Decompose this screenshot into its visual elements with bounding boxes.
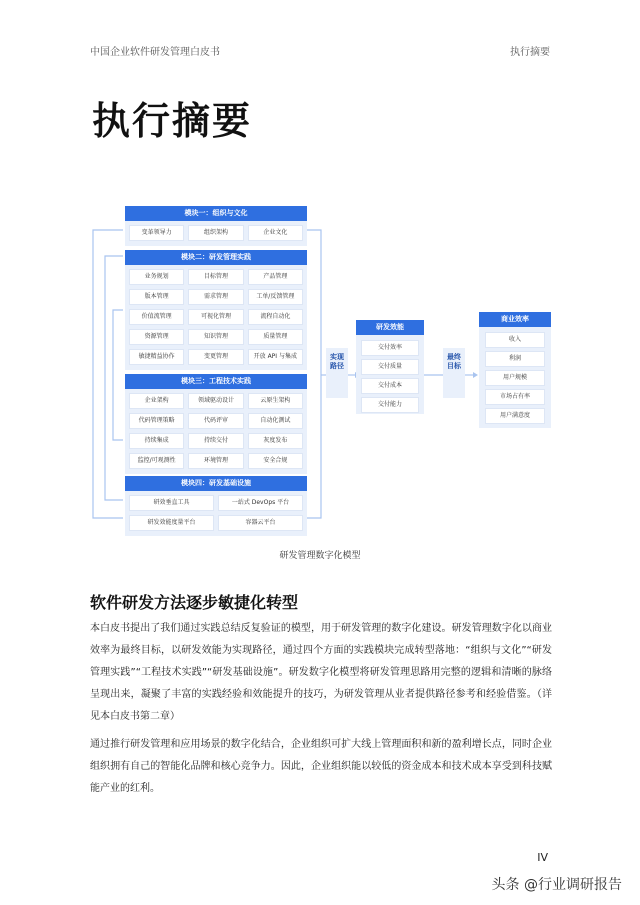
digital-model-diagram [85,200,565,545]
module-cell: 企业文化 [248,225,303,241]
business-efficiency-item: 利润 [485,351,545,367]
right-bracket [307,230,321,518]
efficacy-item: 交付成本 [361,378,419,394]
efficacy-item: 交付质量 [361,359,419,375]
module-cell: 持续交付 [188,433,243,449]
section-title: 软件研发方法逐步敏捷化转型 [90,593,299,612]
header-document-title: 中国企业软件研发管理白皮书 [90,47,220,58]
module-4-title: 模块四：研发基础设施 [125,476,307,491]
header-section-name: 执行摘要 [510,47,550,58]
module-cell: 工单/反馈管理 [248,289,303,305]
goal-label: 最终目标 [447,353,461,370]
business-efficiency-item: 收入 [485,332,545,348]
module-cell: 业务规划 [129,269,184,285]
module-cell: 环境管理 [188,453,243,469]
left-bracket-mid [113,310,123,440]
module-cell: 持续集成 [129,433,184,449]
module-cell: 研效垂直工具 [129,495,214,511]
efficacy-item: 交付能力 [361,397,419,413]
module-cell: 敏捷精益协作 [129,349,184,365]
module-cell: 需求管理 [188,289,243,305]
module-3-title: 模块三：工程技术实践 [125,374,307,389]
business-efficiency-item: 用户规模 [485,370,545,386]
module-cell: 产品管理 [248,269,303,285]
module-cell: 领域驱动设计 [188,393,243,409]
module-cell: 容器云平台 [218,515,303,531]
module-cell: 价值流管理 [129,309,184,325]
business-efficiency-title: 商业效率 [479,312,551,327]
paragraph-2: 通过推行研发管理和应用场景的数字化结合，企业组织可扩大线上管理面积和新的盈利增长点，同时企业组织拥有自己的智能化品牌和核心竞争力。因此，企业组织能以较低的资金成本和技术成本享受到科技赋能产业的红利。 [90,739,552,794]
module-cell: 可视化管理 [188,309,243,325]
module-cell: 目标管理 [188,269,243,285]
path-label: 实现路径 [330,353,344,370]
left-bracket-inner [105,256,123,500]
module-cell: 监控/可观测性 [129,453,184,469]
module-2-title: 模块二：研发管理实践 [125,250,307,265]
diagram-caption: 研发管理数字化模型 [279,551,361,561]
module-cell: 企业架构 [129,393,184,409]
module-cell: 代码评审 [188,413,243,429]
module-cell: 资源管理 [129,329,184,345]
module-cell: 研发效能度量平台 [129,515,214,531]
efficacy-title: 研发效能 [356,320,424,335]
module-cell: 变革领导力 [129,225,184,241]
module-cell: 组织架构 [188,225,243,241]
module-cell: 一站式 DevOps 平台 [218,495,303,511]
module-cell: 自动化测试 [248,413,303,429]
module-cell: 质量管理 [248,329,303,345]
business-efficiency-item: 市场占有率 [485,389,545,405]
module-1-title: 模块一：组织与文化 [125,206,307,221]
module-cell: 灰度发布 [248,433,303,449]
page-number: IV [537,851,548,864]
left-bracket-outer [93,230,123,518]
watermark: 头条 @行业调研报告 [491,877,622,893]
module-cell: 代码管理策略 [129,413,184,429]
module-cell: 流程自动化 [248,309,303,325]
paragraph-1: 本白皮书提出了我们通过实践总结反复验证的模型，用于研发管理的数字化建设。研发管理数字化以商业效率为最终目标，以研发效能为实现路径，通过四个方面的实践模块完成转型落地：“组织与文化”“研发管理实践”“工程技术实践”“研发基础设施”。研发数字化模型将研发管理思路用完整的逻辑和清晰的脉络呈现出来，凝聚了丰富的实践经验和效能提升的技巧，为研发管理从业者提供路径参考和经验借鉴。（详见本白皮书第二章） [90,623,552,722]
module-cell: 安全合规 [248,453,303,469]
module-cell: 云原生架构 [248,393,303,409]
module-cell: 开放 API 与集成 [248,349,303,365]
business-efficiency-item: 用户满意度 [485,408,545,424]
module-cell: 知识管理 [188,329,243,345]
page-title: 执行摘要 [92,99,253,143]
module-cell: 版本管理 [129,289,184,305]
efficacy-item: 交付效率 [361,340,419,356]
module-cell: 变更管理 [188,349,243,365]
